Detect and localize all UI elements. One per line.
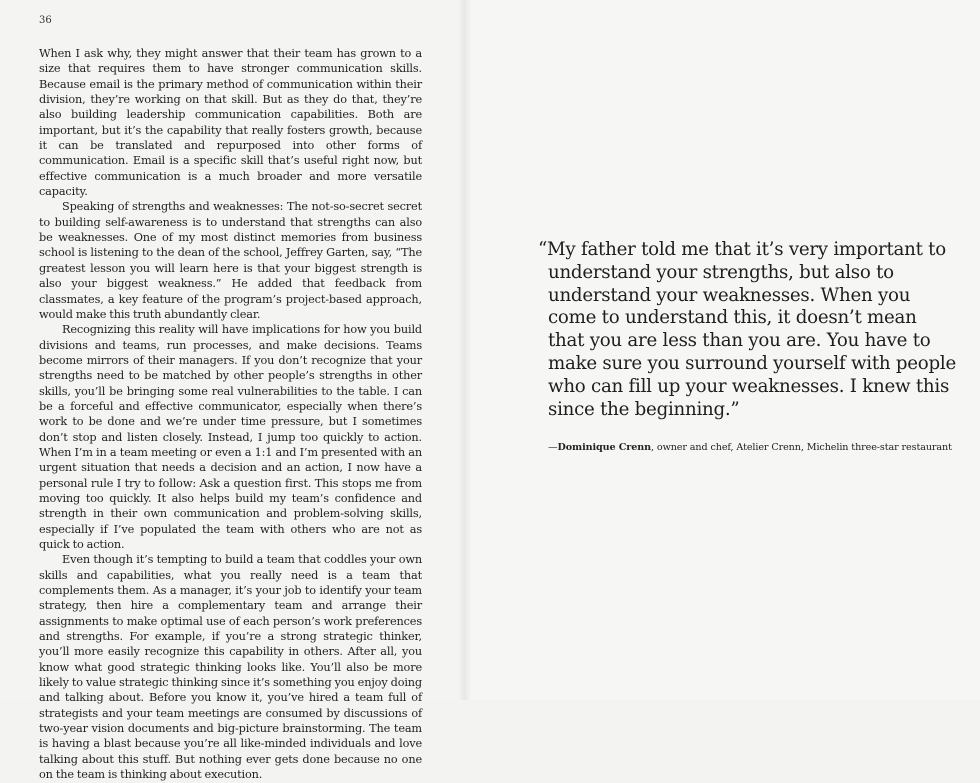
page-gutter (458, 0, 472, 700)
pull-quote: “My father told me that it’s very important to understand your strengths, but also to understand your weaknesses. When you come to understand this, it doesn’t mean that you are less than you are. You have to make sure you surround yourself with people who can fill up your weaknesses. I knew this since the beginning.” (538, 239, 956, 420)
quote-attribution (548, 442, 968, 453)
attribution-name: Dominique Crenn (557, 442, 652, 453)
body-paragraph: When I ask why, they might answer that their team has grown to a size that requires them to have stronger communication skills. Because email is the primary method of communication within their division, they’re working on that skill. But as they do that, they’re also building leadership communication capabilities. Both are important, but it’s the capability that really fosters growth, because it can be translated and repurposed into other forms of communication. Email is a specific skill that’s useful right now, but effective communication is a much broader and more versatile capacity. (39, 47, 422, 199)
body-text (39, 46, 422, 783)
left-page (0, 0, 465, 782)
body-paragraph: Speaking of strengths and weaknesses: The not-so-secret secret to building self-awareness is to understand that strengths can also be weaknesses. One of my most distinct memories from business school is listening to the dean of the school, Jeffrey Garten, say, “The greatest lesson you will learn here is that your biggest strength is also your biggest weakness.” He added that feedback from classmates, a key feature of the program’s project-based approach, would make this truth abundantly clear. (39, 200, 422, 321)
attribution-dash: — (548, 442, 558, 453)
body-paragraph: Recognizing this reality will have implications for how you build divisions and teams, run processes, and make decisions. Teams become mirrors of their managers. If you don’t recognize that your strengths need to be matched by other people’s strengths in other skills, you’ll be bringing some real vulnerabilities to the table. I can be a forceful and effective communicator, especially when there’s work to be done and we’re under time pressure, but I sometimes don’t stop and listen closely. Instead, I jump too quickly to action. When I’m in a team meeting or even a 1:1 and I’m presented with an urgent situation that needs a decision and an action, I now have a personal rule I try to follow: Ask a question first. This stops me from moving too quickly. It also helps build my team’s confidence and strength in their own communication and problem-solving skills, especially if I’ve populated the team with others who are not as quick to action. (39, 323, 422, 551)
attribution-detail: , owner and chef, Atelier Crenn, Michelin three-star restaurant (651, 442, 952, 453)
page-number: 36 (39, 15, 52, 26)
body-paragraph: Even though it’s tempting to build a team that coddles your own skills and capabilities, what you really need is a team that complements them. As a manager, it’s your job to identify your team strategy, then hire a complementary team and arrange their assignments to make optimal use of each person’s work preferences and strengths. For example, if you’re a strong strategic thinker, you’ll more easily recognize this capability in others. After all, you know what good strategic thinking looks like. You’ll also be more likely to value strategic thinking since it’s something you enjoy doing and talking about. Before you know it, you’ve hired a team full of strategists and your team meetings are consumed by discussions of two-year vision documents and big-picture brainstorming. The team is having a blast because you’re all like-minded individuals and love talking about this stuff. But nothing ever gets done because no one on the team is thinking about execution. (39, 553, 423, 782)
